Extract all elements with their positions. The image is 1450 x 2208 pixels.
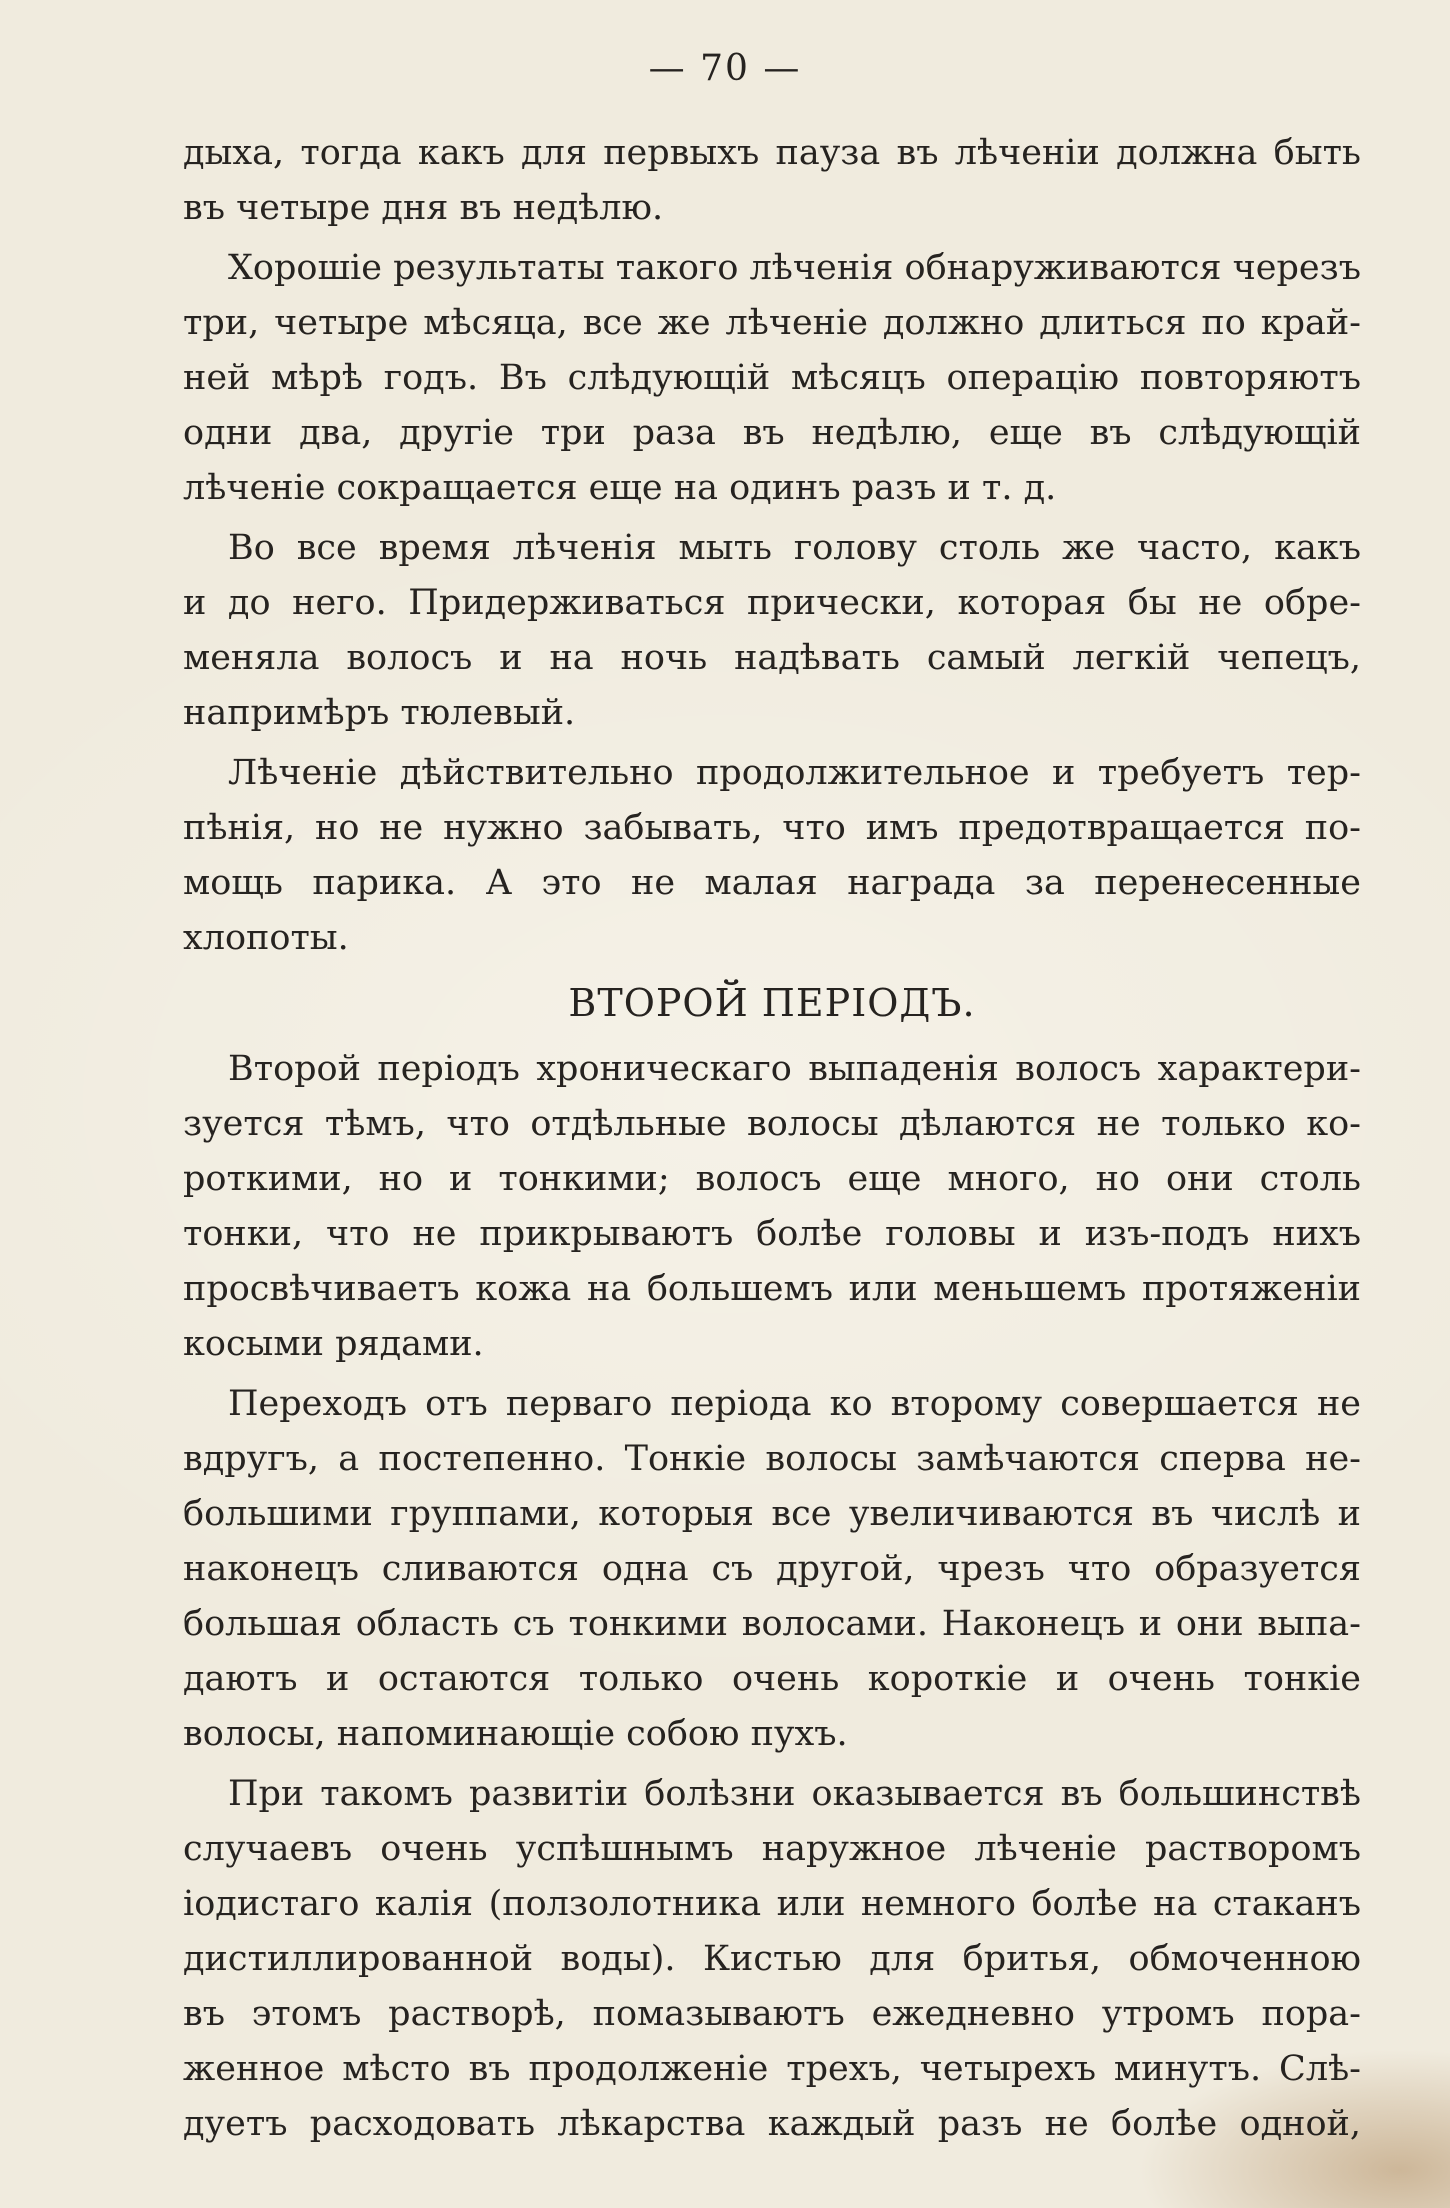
text-line: вдругъ, а постепенно. Тонкіе волосы замѣчаются сперва не-	[183, 1439, 1361, 1479]
text-line: даютъ и остаются только очень короткіе и очень тонкіе	[183, 1659, 1361, 1699]
text-line: Переходъ отъ перваго періода ко второму совершается не	[228, 1384, 1361, 1424]
text-line: и до него. Придерживаться прически, которая бы не обре-	[183, 583, 1361, 623]
text-line: роткими, но и тонкими; волосъ еще много, но они столь	[183, 1159, 1361, 1199]
text-section-second-period	[183, 1042, 1361, 2152]
text-line: лѣченіе сокращается еще на одинъ разъ и т. д.	[183, 468, 1057, 508]
text-line: іодистаго калія (ползолотника или немного болѣе на стаканъ	[183, 1884, 1361, 1924]
paragraph	[183, 241, 1361, 516]
paragraph	[183, 521, 1361, 741]
text-line: тонки, что не прикрываютъ болѣе головы и изъ-подъ нихъ	[183, 1214, 1361, 1254]
text-line: большая область съ тонкими волосами. Наконецъ и они выпа-	[183, 1604, 1361, 1644]
text-line: дуетъ расходовать лѣкарства каждый разъ не болѣе одной,	[183, 2104, 1361, 2144]
text-line: пѣнія, но не нужно забывать, что имъ предотвращается по-	[183, 808, 1361, 848]
text-line: дистиллированной воды). Кистью для бритья, обмоченною	[183, 1939, 1361, 1979]
page-body	[183, 126, 1361, 2157]
text-section-first-period	[183, 126, 1361, 966]
paragraph	[183, 1767, 1361, 2152]
text-line: просвѣчиваетъ кожа на большемъ или меньшемъ протяженіи	[183, 1269, 1361, 1309]
text-line: Хорошіе результаты такого лѣченія обнаруживаются черезъ	[228, 248, 1361, 288]
text-line: косыми рядами.	[183, 1324, 484, 1364]
text-line: дыха, тогда какъ для первыхъ пауза въ лѣченіи должна быть	[183, 133, 1361, 173]
text-line: три, четыре мѣсяца, все же лѣченіе должно длиться по край-	[183, 303, 1361, 343]
text-line: волосы, напоминающіе собою пухъ.	[183, 1714, 848, 1754]
text-line: ней мѣрѣ годъ. Въ слѣдующій мѣсяцъ операцію повторяютъ	[183, 358, 1361, 398]
page-number: — 70 —	[648, 48, 802, 89]
paragraph	[183, 126, 1361, 236]
paragraph	[183, 746, 1361, 966]
text-line: въ четыре дня въ недѣлю.	[183, 188, 664, 228]
paragraph	[183, 1042, 1361, 1372]
text-line: Лѣченіе дѣйствительно продолжительное и требуетъ тер-	[228, 753, 1361, 793]
text-line: женное мѣсто въ продолженіе трехъ, четырехъ минутъ. Слѣ-	[183, 2049, 1361, 2089]
text-line: хлопоты.	[183, 918, 349, 958]
text-line: одни два, другіе три раза въ недѣлю, еще въ слѣдующій	[183, 413, 1361, 453]
section-heading: ВТОРОЙ ПЕРІОДЪ.	[568, 981, 976, 1025]
text-line: Во все время лѣченія мыть голову столь же часто, какъ	[228, 528, 1361, 568]
text-line: большими группами, которыя все увеличиваются въ числѣ и	[183, 1494, 1361, 1534]
text-line: меняла волосъ и на ночь надѣвать самый легкій чепецъ,	[183, 638, 1361, 678]
text-line: Второй періодъ хроническаго выпаденія волосъ характери-	[228, 1049, 1361, 1089]
text-line: зуется тѣмъ, что отдѣльные волосы дѣлаются не только ко-	[183, 1104, 1361, 1144]
text-line: напримѣръ тюлевый.	[183, 693, 576, 733]
text-line: случаевъ очень успѣшнымъ наружное лѣченіе растворомъ	[183, 1829, 1361, 1869]
text-line: При такомъ развитіи болѣзни оказывается въ большинствѣ	[228, 1774, 1361, 1814]
text-line: мощь парика. А это не малая награда за перенесенные	[183, 863, 1361, 903]
text-line: въ этомъ растворѣ, помазываютъ ежедневно утромъ пора-	[183, 1994, 1361, 2034]
paragraph	[183, 1377, 1361, 1762]
text-line: наконецъ сливаются одна съ другой, чрезъ что образуется	[183, 1549, 1361, 1589]
